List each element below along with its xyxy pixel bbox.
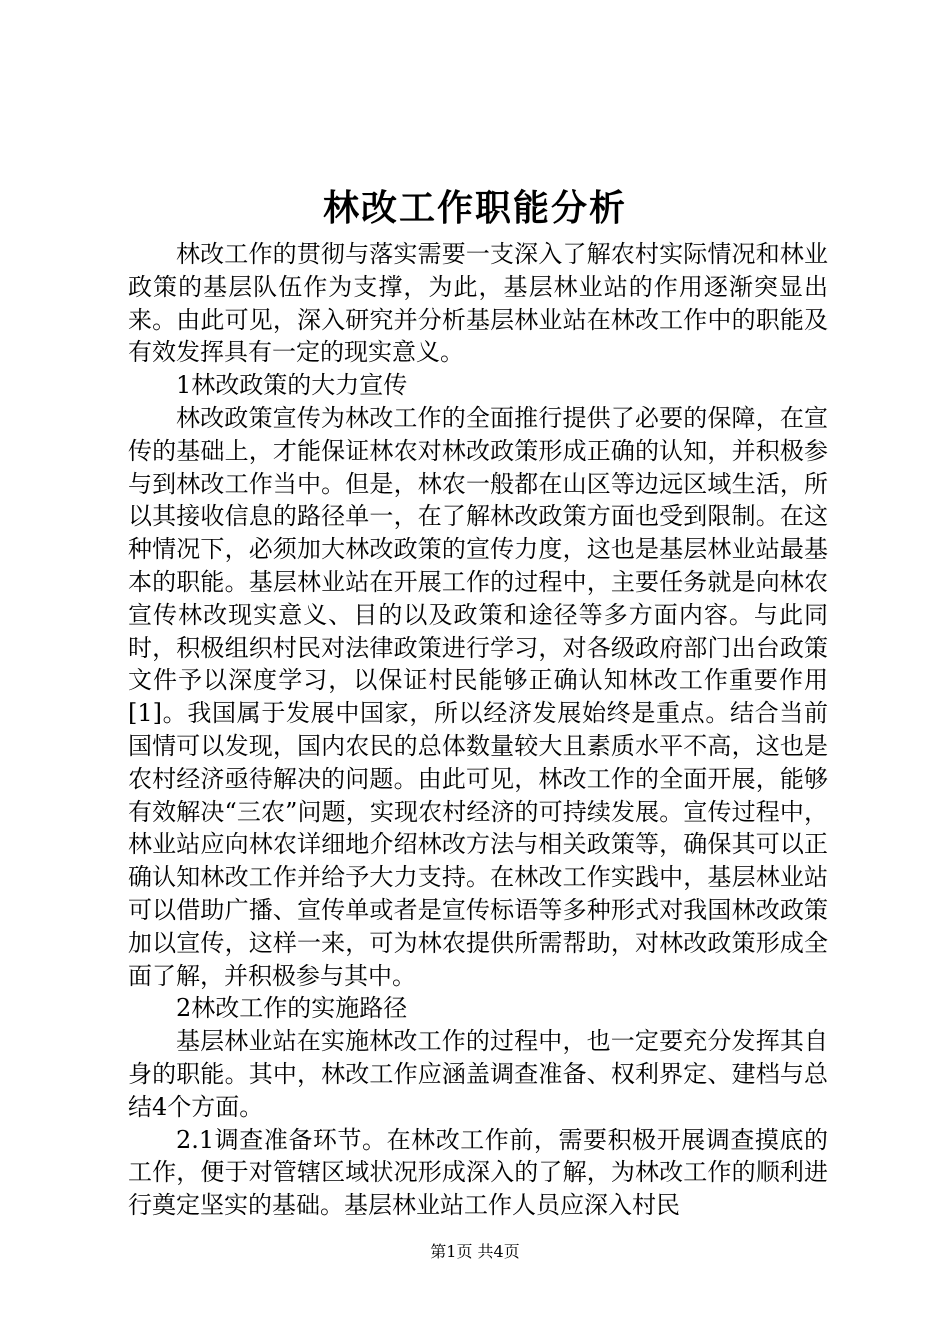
section-2-1-paragraph: 2.1调查准备环节。在林改工作前，需要积极开展调查摸底的工作，便于对管辖区域状况形成深入的了解，为林改工作的顺利进行奠定坚实的基础。基层林业站工作人员应深入村民 [128,1125,828,1220]
page-title: 林改工作职能分析 [322,187,627,229]
section-1-paragraph: 林改政策宣传为林改工作的全面推行提供了必要的保障，在宣传的基础上，才能保证林农对林改政策形成正确的认知，并积极参与到林改工作当中。但是，林农一般都在山区等边远区域生活，所以其接收信息的路径单一，在了解林改政策方面也受到限制。在这种情况下，必须加大林改政策的宣传力度，这也是基层林业站最基本的职能。基层林业站在开展工作的过程中，主要任务就是向林农宣传林改现实意义、目的以及政策和途径等多方面内容。与此同时，积极组织村民对法律政策进行学习，对各级政府部门出台政策文件予以深度学习，以保证村民能够正确认知林改工作重要作用[1]。我国属于发展中国家，所以经济发展始终是重点。结合当前国情可以发现，国内农民的总体数量较大且素质水平不高，这也是农村经济亟待解决的问题。由此可见，林改工作的全面开展，能够有效解决“三农”问题，实现农村经济的可持续发展。宣传过程中，林业站应向林农详细地介绍林改方法与相关政策等，确保其可以正确认知林改工作并给予大力支持。在林改工作实践中，基层林业站可以借助广播、宣传单或者是宣传标语等多种形式对我国林改政策加以宣传，这样一来，可为林农提供所需帮助，对林改政策形成全面了解，并积极参与其中。 [128,403,828,990]
section-heading-2: 2林改工作的实施路径 [176,994,408,1023]
section-2-paragraph: 基层林业站在实施林改工作的过程中，也一定要充分发挥其自身的职能。其中，林改工作应涵盖调查准备、权利界定、建档与总结4个方面。 [128,1027,828,1121]
section-heading-1: 1林改政策的大力宣传 [176,371,408,400]
page-footer: 第1页 共4页 [430,1242,520,1261]
intro-paragraph: 林改工作的贯彻与落实需要一支深入了解农村实际情况和林业政策的基层队伍作为支撑，为此，基层林业站的作用逐渐突显出来。由此可见，深入研究并分析基层林业站在林改工作中的职能及有效发挥具有一定的现实意义。 [128,240,828,367]
document-body [128,238,828,1222]
